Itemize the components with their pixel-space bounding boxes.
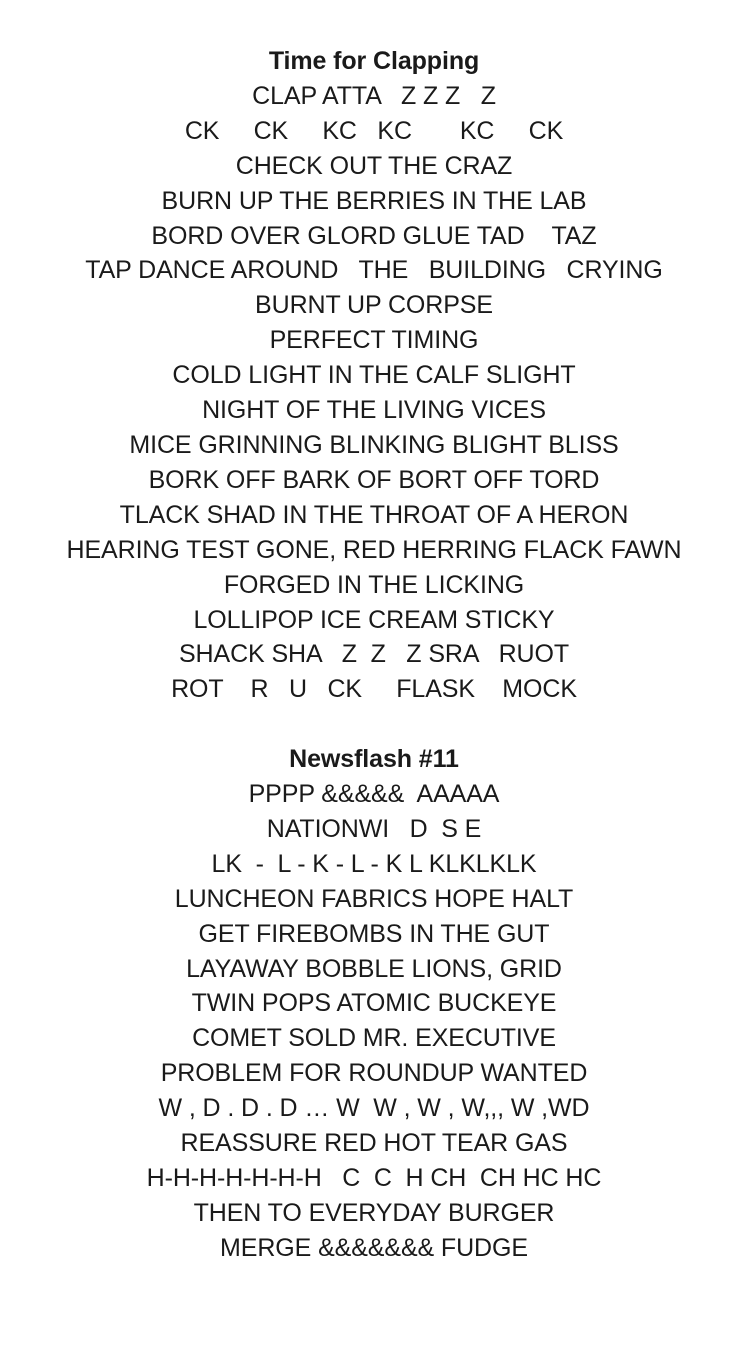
poem-title: Newsflash #11	[289, 745, 459, 774]
document-page	[0, 44, 748, 1266]
poem-line: LK - L - K - L - K L KLKLKLK	[211, 849, 537, 878]
poem-newsflash-11	[0, 742, 748, 1266]
poem-line: NATIONWI D S E	[266, 814, 482, 843]
poem-title: Time for Clapping	[268, 47, 480, 75]
poem-line: CK CK KC KC KC CK	[184, 116, 564, 145]
poem-line: GET FIREBOMBS IN THE GUT	[198, 919, 550, 948]
poem-line: ROT R U CK FLASK MOCK	[171, 675, 577, 704]
poem-line: LAYAWAY BOBBLE LIONS, GRID	[186, 954, 562, 983]
poem-line: FORGED IN THE LICKING	[223, 570, 525, 599]
poem-line: CLAP ATTA Z Z Z Z	[252, 81, 496, 110]
poem-line: CHECK OUT THE CRAZ	[235, 151, 513, 180]
poem-line: TAP DANCE AROUND THE BUILDING CRYING	[85, 256, 663, 285]
poem-line: NIGHT OF THE LIVING VICES	[202, 396, 546, 425]
poem-line: MICE GRINNING BLINKING BLIGHT BLISS	[129, 430, 619, 459]
poem-line: THEN TO EVERYDAY BURGER	[193, 1198, 555, 1227]
poem-line: PROBLEM FOR ROUNDUP WANTED	[160, 1059, 588, 1088]
poem-time-for-clapping	[0, 44, 748, 707]
poem-line: TLACK SHAD IN THE THROAT OF A HERON	[119, 500, 629, 529]
poem-line: HEARING TEST GONE, RED HERRING FLACK FAWN	[66, 535, 682, 564]
poem-line: PERFECT TIMING	[269, 326, 479, 355]
poem-line: BORK OFF BARK OF BORT OFF TORD	[148, 465, 600, 494]
poem-line: PPPP &&&&& AAAAA	[248, 780, 500, 809]
poem-line: TWIN POPS ATOMIC BUCKEYE	[191, 989, 557, 1018]
poem-line: MERGE &&&&&&& FUDGE	[220, 1233, 528, 1262]
poem-line: BORD OVER GLORD GLUE TAD TAZ	[151, 221, 597, 250]
poem-line: COMET SOLD MR. EXECUTIVE	[192, 1024, 556, 1053]
poem-line: SHACK SHA Z Z Z SRA RUOT	[178, 640, 569, 669]
poem-line: COLD LIGHT IN THE CALF SLIGHT	[172, 361, 576, 390]
poem-line: LOLLIPOP ICE CREAM STICKY	[193, 605, 555, 634]
poem-line: H-H-H-H-H-H-H C C H CH CH HC HC	[146, 1163, 602, 1192]
poem-line: W , D . D . D … W W , W , W,,, W ,WD	[158, 1094, 590, 1123]
poem-line: BURNT UP CORPSE	[255, 291, 493, 320]
poem-line: BURN UP THE BERRIES IN THE LAB	[161, 186, 587, 215]
poem-line: LUNCHEON FABRICS HOPE HALT	[174, 884, 574, 913]
poem-line: REASSURE RED HOT TEAR GAS	[180, 1129, 568, 1158]
